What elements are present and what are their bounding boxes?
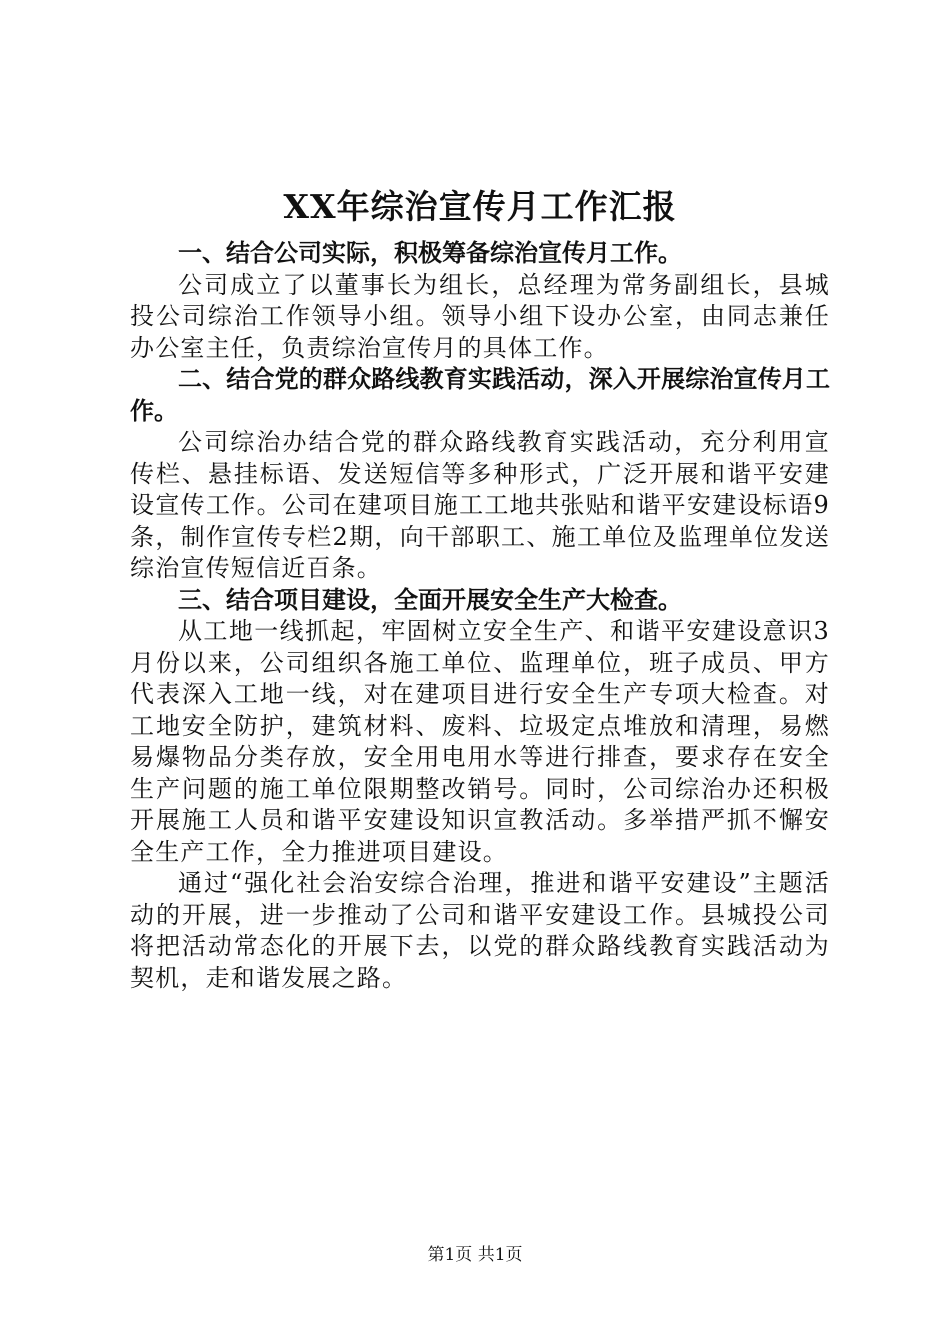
section-heading-2: 二、结合党的群众路线教育实践活动，深入开展综治宣传月工作。 [130, 365, 830, 425]
section-paragraph-3: 从工地一线抓起，牢固树立安全生产、和谐平安建设意识3月份以来，公司组织各施工单位、监理单位，班子成员、甲方代表深入工地一线，对在建项目进行安全生产专项大检查。对工地安全防护，建筑材料、废料、垃圾定点堆放和清理，易燃易爆物品分类存放，安全用电用水等进行排查，要求存在安全生产问题的施工单位限期整改销号。同时，公司综治办还积极开展施工人员和谐平安建设知识宣教活动。多举措严抓不懈安全生产工作，全力推进项目建设。 [130, 617, 830, 866]
section-heading-3: 三、结合项目建设，全面开展安全生产大检查。 [178, 585, 682, 614]
document-title: XX年综治宣传月工作汇报 [283, 187, 677, 226]
page-number-footer: 第1页 共1页 [427, 1245, 523, 1265]
document-body [130, 182, 830, 994]
section-paragraph-1: 公司成立了以董事长为组长，总经理为常务副组长，县城投公司综治工作领导小组。领导小组下设办公室，由同志兼任办公室主任，负责综治宣传月的具体工作。 [130, 270, 830, 362]
section-heading-1: 一、结合公司实际，积极筹备综治宣传月工作。 [178, 239, 682, 267]
section-paragraph-2: 公司综治办结合党的群众路线教育实践活动，充分利用宣传栏、悬挂标语、发送短信等多种形式，广泛开展和谐平安建设宣传工作。公司在建项目施工工地共张贴和谐平安建设标语9条，制作宣传专栏2期，向干部职工、施工单位及监理单位发送综治宣传短信近百条。 [130, 428, 830, 582]
closing-paragraph: 通过“强化社会治安综合治理，推进和谐平安建设”主题活动的开展，进一步推动了公司和谐平安建设工作。县城投公司将把活动常态化的开展下去，以党的群众路线教育实践活动为契机，走和谐发展之路。 [130, 869, 830, 992]
